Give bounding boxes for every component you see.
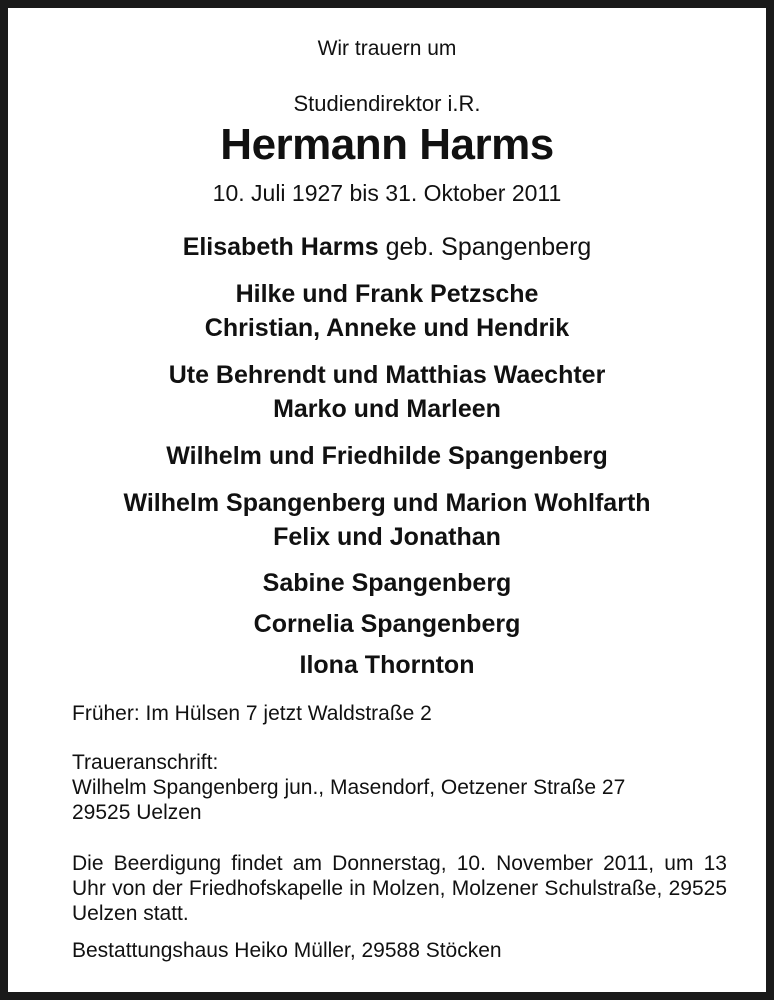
- mourning-address: [72, 750, 727, 825]
- deceased-name: Hermann Harms: [220, 120, 554, 169]
- mourner-line: Felix und Jonathan: [273, 523, 501, 551]
- mourner-line: Cornelia Spangenberg: [253, 610, 521, 638]
- spouse-name: Elisabeth Harms: [182, 233, 379, 261]
- funeral-details: Die Beerdigung findet am Donnerstag, 10. November 2011, um 13 Uhr von der Friedhofskapelle in Molzen, Molzener Schulstraße, 29525 Uelzen statt.: [72, 852, 727, 925]
- undertaker-info: Bestattungshaus Heiko Müller, 29588 Stöcken: [72, 939, 502, 962]
- life-dates: 10. Juli 1927 bis 31. Oktober 2011: [212, 180, 562, 206]
- spouse-maiden-name: geb. Spangenberg: [385, 233, 592, 261]
- mourner-line: Ilona Thornton: [299, 651, 475, 679]
- mourning-address-line: Wilhelm Spangenberg jun., Masendorf, Oetzener Straße 27: [72, 776, 626, 799]
- mourner-line: Hilke und Frank Petzsche: [235, 280, 539, 308]
- former-address: Früher: Im Hülsen 7 jetzt Waldstraße 2: [72, 702, 432, 725]
- mourner-line: Sabine Spangenberg: [262, 569, 512, 597]
- mourner-line: Wilhelm Spangenberg und Marion Wohlfarth: [123, 489, 651, 517]
- mourner-line: Christian, Anneke und Hendrik: [204, 314, 570, 342]
- spouse-line: [8, 235, 766, 260]
- mourner-line: Ute Behrendt und Matthias Waechter: [168, 361, 606, 389]
- mourning-address-line: 29525 Uelzen: [72, 801, 202, 824]
- mourner-line: Marko und Marleen: [273, 395, 501, 423]
- mourning-address-label: Traueranschrift:: [72, 751, 219, 774]
- mourner-line: Wilhelm und Friedhilde Spangenberg: [166, 442, 608, 470]
- deceased-title: Studiendirektor i.R.: [293, 91, 481, 116]
- intro-text: Wir trauern um: [317, 37, 457, 60]
